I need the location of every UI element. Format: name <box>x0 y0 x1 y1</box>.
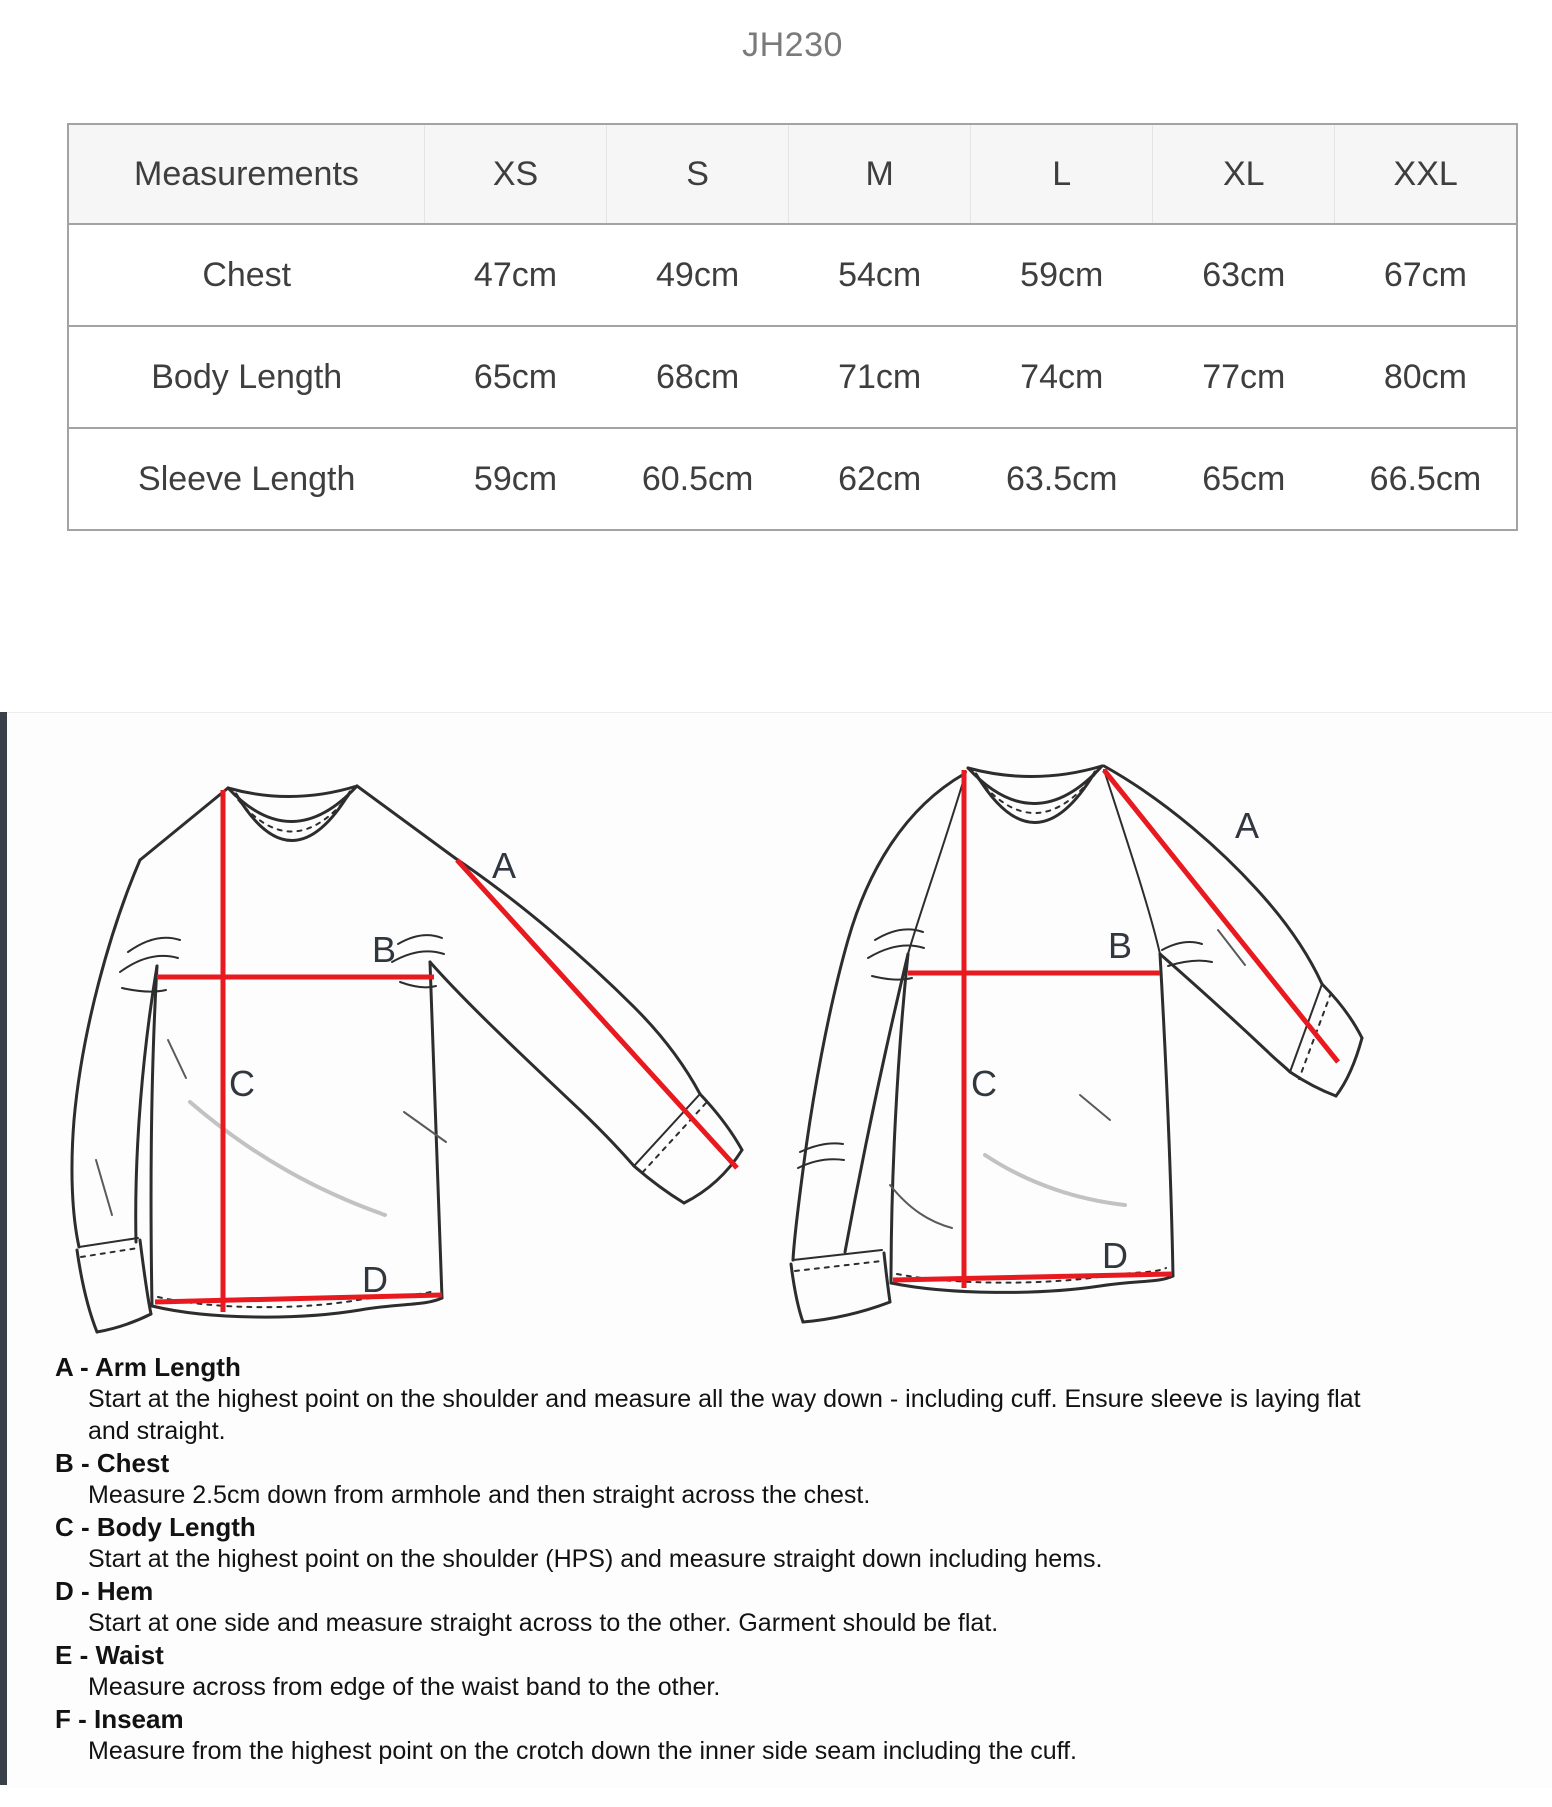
cell-value: 66.5cm <box>1335 428 1517 530</box>
legend-description: Measure from the highest point on the crotch down the inner side seam including the cuff. <box>88 1737 1078 1765</box>
cell-value: 67cm <box>1335 224 1517 326</box>
measurements-table <box>67 123 1518 531</box>
legend-term: D - Hem <box>55 1576 154 1606</box>
legend-item-waist <box>55 1639 1400 1703</box>
legend-term: A - Arm Length <box>55 1352 241 1382</box>
legend-description: Start at the highest point on the shoulder and measure all the way down - including cuff. Ensure sleeve is laying flat and straight. <box>88 1385 1361 1445</box>
cell-value: 63cm <box>1153 224 1335 326</box>
marker-a-right: A <box>1235 805 1260 846</box>
cell-value: 65cm <box>424 326 606 428</box>
cell-value: 47cm <box>424 224 606 326</box>
row-label: Body Length <box>68 326 424 428</box>
legend-term: E - Waist <box>55 1640 164 1670</box>
column-header-xs: XS <box>424 124 606 224</box>
cell-value: 49cm <box>607 224 789 326</box>
column-header-measurements: Measurements <box>68 124 424 224</box>
hem-line-right <box>893 1274 1172 1280</box>
column-header-m: M <box>789 124 971 224</box>
legend-term: B - Chest <box>55 1448 170 1478</box>
legend-description: Start at one side and measure straight across to the other. Garment should be flat. <box>88 1609 999 1637</box>
marker-c-left: C <box>229 1063 255 1104</box>
column-header-xl: XL <box>1153 124 1335 224</box>
legend-description: Measure 2.5cm down from armhole and then straight across the chest. <box>88 1481 871 1509</box>
marker-b-right: B <box>1108 925 1133 966</box>
cell-value: 74cm <box>971 326 1153 428</box>
table-row-body-length <box>68 326 1517 428</box>
cell-value: 68cm <box>607 326 789 428</box>
cell-value: 80cm <box>1335 326 1517 428</box>
legend-item-body-length <box>55 1511 1400 1575</box>
garment-diagrams <box>0 700 1552 1380</box>
cell-value: 54cm <box>789 224 971 326</box>
product-code-title: JH230 <box>742 26 843 64</box>
arm-length-line-right <box>1104 770 1338 1062</box>
table-header-row <box>68 124 1517 224</box>
table-row-chest <box>68 224 1517 326</box>
measurement-legend <box>55 1351 1400 1767</box>
row-label: Sleeve Length <box>68 428 424 530</box>
marker-d-right: D <box>1102 1235 1128 1276</box>
cell-value: 60.5cm <box>607 428 789 530</box>
cell-value: 59cm <box>424 428 606 530</box>
cell-value: 63.5cm <box>971 428 1153 530</box>
marker-b-left: B <box>372 929 397 970</box>
legend-term: F - Inseam <box>55 1704 184 1734</box>
cell-value: 65cm <box>1153 428 1335 530</box>
table-row-sleeve-length <box>68 428 1517 530</box>
legend-item-inseam <box>55 1703 1400 1767</box>
arm-length-line-left <box>457 860 737 1168</box>
column-header-xxl: XXL <box>1335 124 1517 224</box>
legend-term: C - Body Length <box>55 1512 256 1542</box>
cell-value: 59cm <box>971 224 1153 326</box>
marker-a-left: A <box>492 845 517 886</box>
cell-value: 77cm <box>1153 326 1335 428</box>
legend-item-chest <box>55 1447 1400 1511</box>
column-header-s: S <box>607 124 789 224</box>
legend-description: Measure across from edge of the waist band to the other. <box>88 1673 721 1701</box>
right-shirt-diagram <box>791 766 1362 1322</box>
legend-item-hem <box>55 1575 1400 1639</box>
marker-d-left: D <box>362 1259 388 1300</box>
legend-description: Start at the highest point on the shoulder (HPS) and measure straight down including hems. <box>88 1545 1103 1573</box>
row-label: Chest <box>68 224 424 326</box>
hem-line-left <box>155 1295 442 1302</box>
cell-value: 62cm <box>789 428 971 530</box>
cell-value: 71cm <box>789 326 971 428</box>
left-shirt-diagram <box>72 786 742 1332</box>
marker-c-right: C <box>971 1063 997 1104</box>
legend-item-arm-length <box>55 1351 1400 1447</box>
column-header-l: L <box>971 124 1153 224</box>
